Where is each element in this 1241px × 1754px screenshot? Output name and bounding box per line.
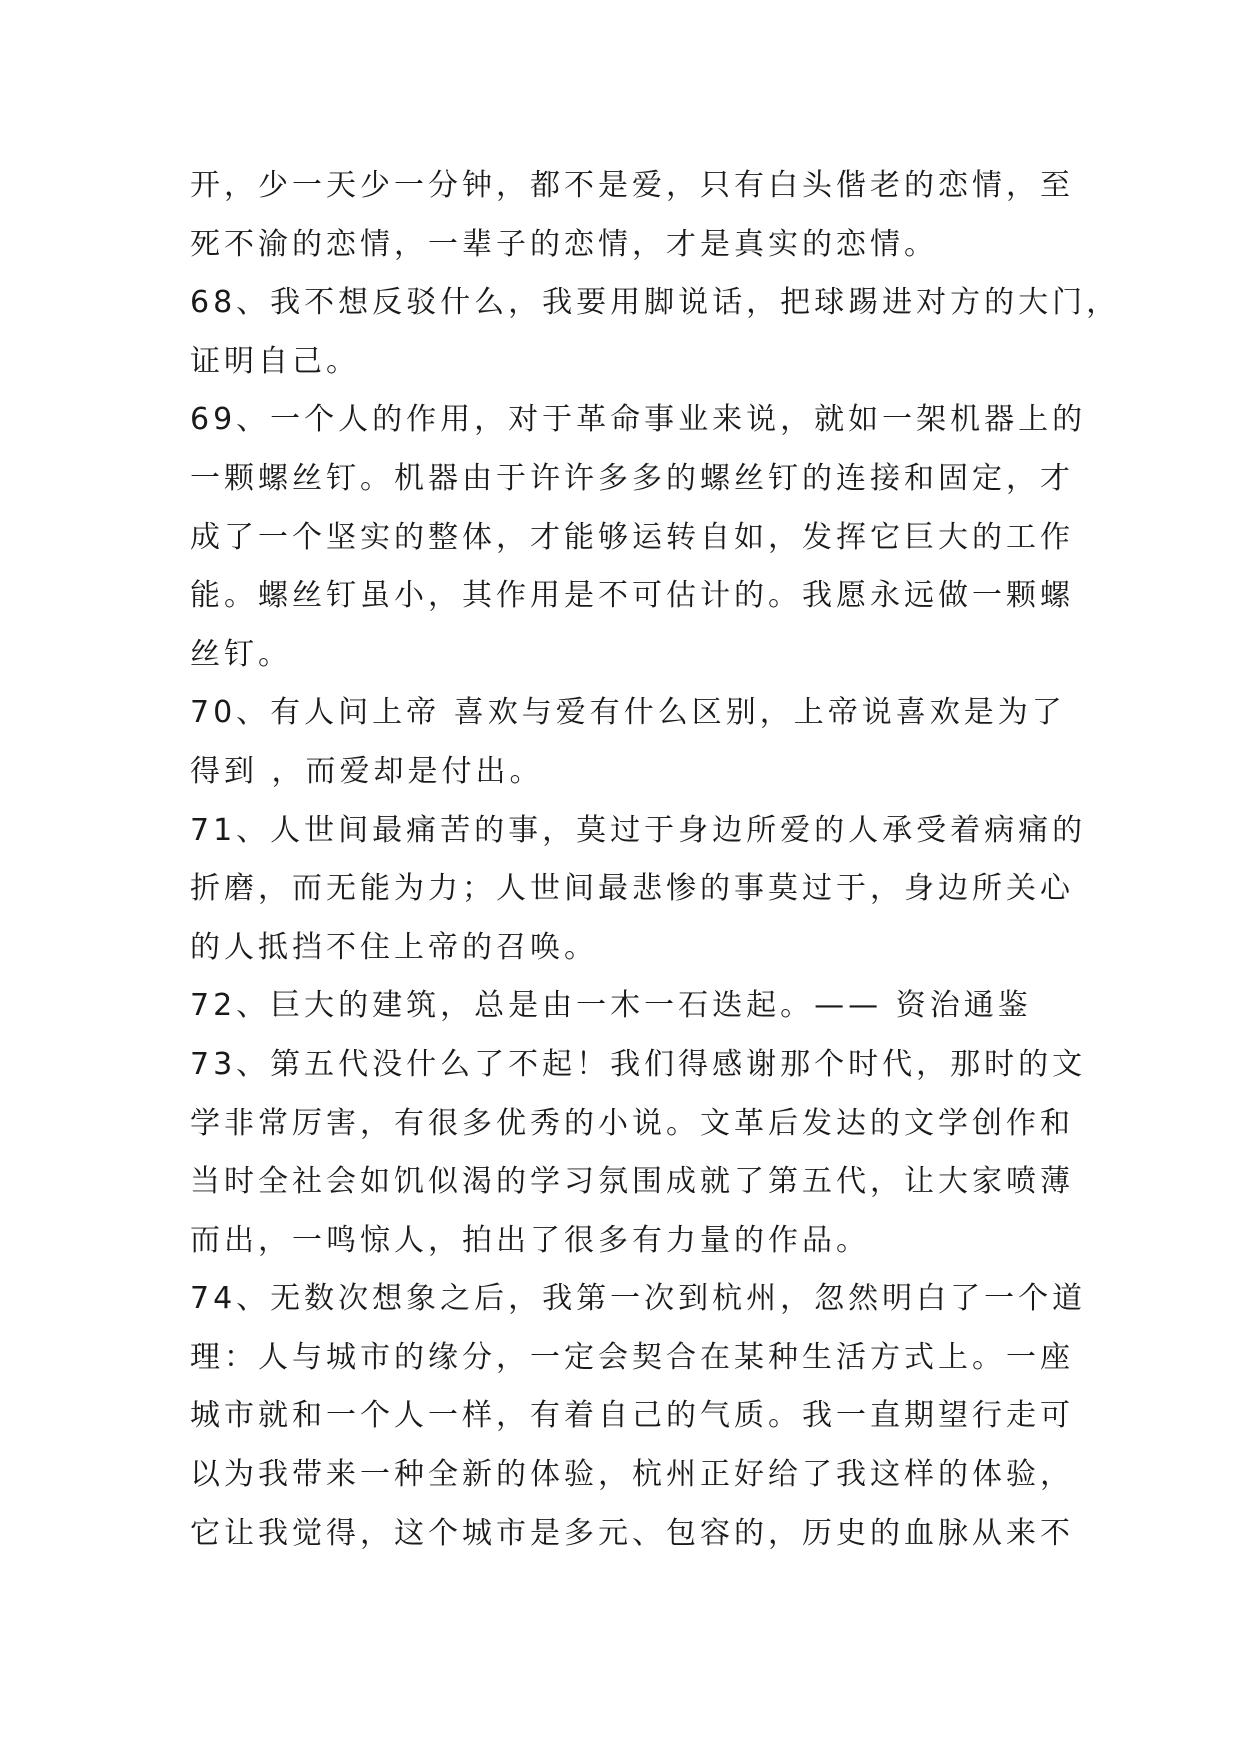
text-line: 一颗螺丝钉。机器由于许许多多的螺丝钉的连接和固定，才 — [190, 460, 1074, 496]
text-line: 而出，一鸣惊人，拍出了很多有力量的作品。 — [190, 1222, 870, 1258]
text-line: 的人抵挡不住上帝的召唤。 — [190, 929, 598, 965]
text-line: 当时全社会如饥似渴的学习氛围成就了第五代，让大家喷薄 — [190, 1164, 1074, 1200]
text-line: 丝钉。 — [190, 636, 292, 672]
text-line: 69、一个人的作用，对于革命事业来说，就如一架机器上的 — [190, 402, 1087, 438]
text-line: 74、无数次想象之后，我第一次到杭州，忽然明白了一个道 — [190, 1281, 1087, 1317]
text-line: 70、有人问上帝 喜欢与爱有什么区别，上帝说喜欢是为了 — [190, 695, 1066, 731]
text-line: 死不渝的恋情，一辈子的恋情，才是真实的恋情。 — [190, 226, 938, 262]
text-line: 得到 ，而爱却是付出。 — [190, 753, 544, 789]
text-line: 理：人与城市的缘分，一定会契合在某种生活方式上。一座 — [190, 1339, 1074, 1375]
text-line: 以为我带来一种全新的体验，杭州正好给了我这样的体验， — [190, 1457, 1074, 1493]
text-line: 成了一个坚实的整体，才能够运转自如，发挥它巨大的工作 — [190, 519, 1074, 555]
text-line: 68、我不想反驳什么，我要用脚说话，把球踢进对方的大门， — [190, 285, 1121, 321]
text-line: 学非常厉害，有很多优秀的小说。文革后发达的文学创作和 — [190, 1105, 1074, 1141]
text-line: 证明自己。 — [190, 343, 360, 379]
document-body — [190, 157, 1121, 1563]
text-line: 它让我觉得，这个城市是多元、包容的，历史的血脉从来不 — [190, 1515, 1074, 1551]
text-line: 能。螺丝钉虽小，其作用是不可估计的。我愿永远做一颗螺 — [190, 578, 1074, 614]
text-line: 开，少一天少一分钟，都不是爱，只有白头偕老的恋情，至 — [190, 168, 1074, 203]
text-line: 72、巨大的建筑，总是由一木一石迭起。—— 资治通鉴 — [190, 988, 1032, 1024]
text-line: 折磨，而无能为力；人世间最悲惨的事莫过于，身边所关心 — [190, 871, 1074, 907]
text-line: 71、人世间最痛苦的事，莫过于身边所爱的人承受着病痛的 — [190, 812, 1087, 848]
text-line: 73、第五代没什么了不起！我们得感谢那个时代，那时的文 — [190, 1046, 1087, 1082]
text-line: 城市就和一个人一样，有着自己的气质。我一直期望行走可 — [190, 1398, 1074, 1434]
